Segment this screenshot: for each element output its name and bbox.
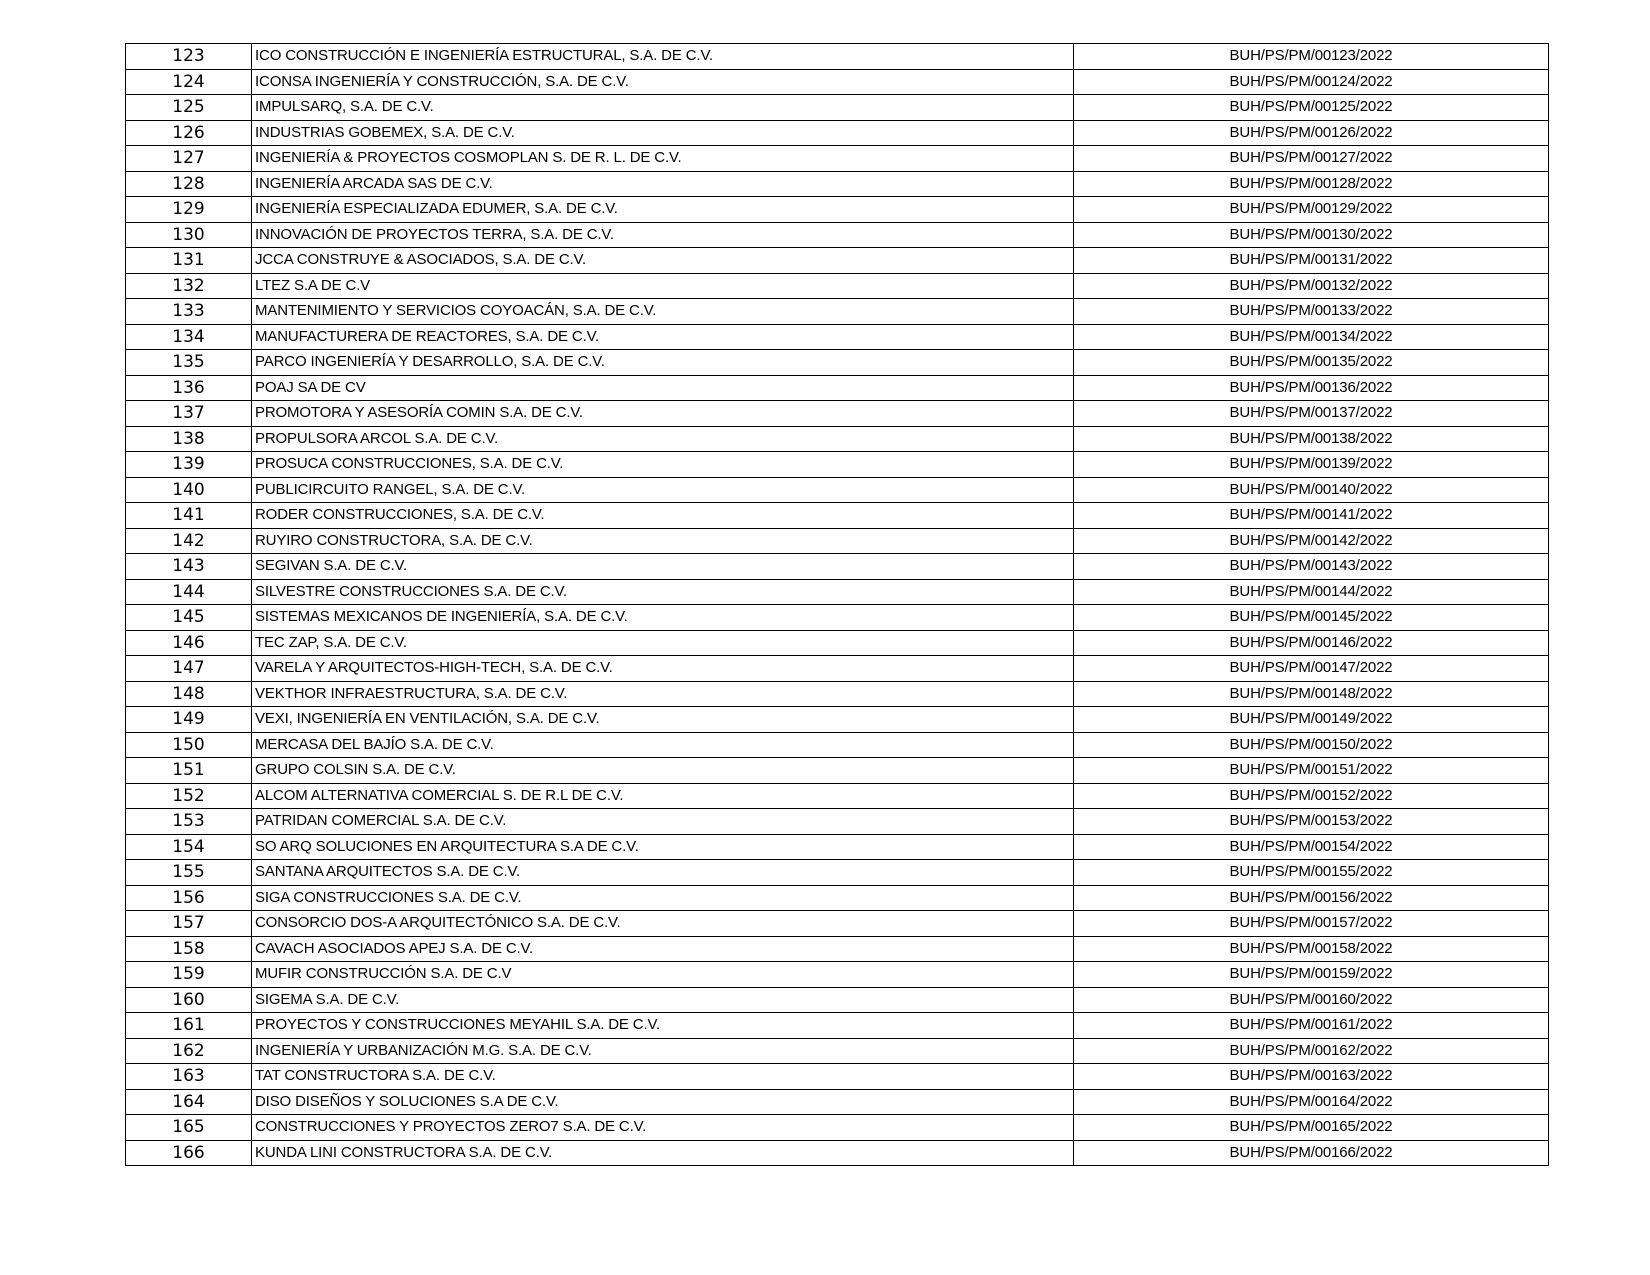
company-name-cell: SILVESTRE CONSTRUCCIONES S.A. DE C.V. bbox=[252, 579, 1074, 605]
registration-folio-cell: BUH/PS/PM/00132/2022 bbox=[1074, 273, 1549, 299]
registration-folio-cell: BUH/PS/PM/00144/2022 bbox=[1074, 579, 1549, 605]
company-name-cell: MANTENIMIENTO Y SERVICIOS COYOACÁN, S.A. DE C.V. bbox=[252, 299, 1074, 325]
registry-table bbox=[125, 43, 1549, 1166]
table-row bbox=[126, 809, 1549, 835]
row-number-cell: 154 bbox=[126, 834, 252, 860]
registration-folio-cell: BUH/PS/PM/00130/2022 bbox=[1074, 222, 1549, 248]
table-row bbox=[126, 324, 1549, 350]
row-number-cell: 162 bbox=[126, 1038, 252, 1064]
registration-folio-cell: BUH/PS/PM/00166/2022 bbox=[1074, 1140, 1549, 1166]
registration-folio-cell: BUH/PS/PM/00148/2022 bbox=[1074, 681, 1549, 707]
company-name-cell: MUFIR CONSTRUCCIÓN S.A. DE C.V bbox=[252, 962, 1074, 988]
company-name-cell: PATRIDAN COMERCIAL S.A. DE C.V. bbox=[252, 809, 1074, 835]
registration-folio-cell: BUH/PS/PM/00149/2022 bbox=[1074, 707, 1549, 733]
table-row bbox=[126, 656, 1549, 682]
table-row bbox=[126, 69, 1549, 95]
registration-folio-cell: BUH/PS/PM/00153/2022 bbox=[1074, 809, 1549, 835]
row-number-cell: 155 bbox=[126, 860, 252, 886]
registration-folio-cell: BUH/PS/PM/00155/2022 bbox=[1074, 860, 1549, 886]
row-number-cell: 125 bbox=[126, 95, 252, 121]
table-row bbox=[126, 222, 1549, 248]
company-name-cell: INDUSTRIAS GOBEMEX, S.A. DE C.V. bbox=[252, 120, 1074, 146]
table-row bbox=[126, 987, 1549, 1013]
registration-folio-cell: BUH/PS/PM/00138/2022 bbox=[1074, 426, 1549, 452]
row-number-cell: 131 bbox=[126, 248, 252, 274]
company-name-cell: ALCOM ALTERNATIVA COMERCIAL S. DE R.L DE C.V. bbox=[252, 783, 1074, 809]
registration-folio-cell: BUH/PS/PM/00142/2022 bbox=[1074, 528, 1549, 554]
table-row bbox=[126, 860, 1549, 886]
table-row bbox=[126, 503, 1549, 529]
company-name-cell: PROPULSORA ARCOL S.A. DE C.V. bbox=[252, 426, 1074, 452]
table-row bbox=[126, 120, 1549, 146]
registration-folio-cell: BUH/PS/PM/00135/2022 bbox=[1074, 350, 1549, 376]
registration-folio-cell: BUH/PS/PM/00159/2022 bbox=[1074, 962, 1549, 988]
table-row bbox=[126, 707, 1549, 733]
company-name-cell: SANTANA ARQUITECTOS S.A. DE C.V. bbox=[252, 860, 1074, 886]
row-number-cell: 163 bbox=[126, 1064, 252, 1090]
registration-folio-cell: BUH/PS/PM/00139/2022 bbox=[1074, 452, 1549, 478]
registration-folio-cell: BUH/PS/PM/00133/2022 bbox=[1074, 299, 1549, 325]
row-number-cell: 133 bbox=[126, 299, 252, 325]
row-number-cell: 141 bbox=[126, 503, 252, 529]
registry-table-container bbox=[125, 43, 1548, 1166]
table-row bbox=[126, 783, 1549, 809]
row-number-cell: 139 bbox=[126, 452, 252, 478]
row-number-cell: 150 bbox=[126, 732, 252, 758]
table-row bbox=[126, 401, 1549, 427]
row-number-cell: 129 bbox=[126, 197, 252, 223]
registration-folio-cell: BUH/PS/PM/00160/2022 bbox=[1074, 987, 1549, 1013]
company-name-cell: LTEZ S.A DE C.V bbox=[252, 273, 1074, 299]
registration-folio-cell: BUH/PS/PM/00162/2022 bbox=[1074, 1038, 1549, 1064]
registration-folio-cell: BUH/PS/PM/00161/2022 bbox=[1074, 1013, 1549, 1039]
company-name-cell: INNOVACIÓN DE PROYECTOS TERRA, S.A. DE C.V. bbox=[252, 222, 1074, 248]
row-number-cell: 165 bbox=[126, 1115, 252, 1141]
company-name-cell: MERCASA DEL BAJÍO S.A. DE C.V. bbox=[252, 732, 1074, 758]
row-number-cell: 136 bbox=[126, 375, 252, 401]
table-row bbox=[126, 528, 1549, 554]
table-row bbox=[126, 299, 1549, 325]
registration-folio-cell: BUH/PS/PM/00141/2022 bbox=[1074, 503, 1549, 529]
table-row bbox=[126, 146, 1549, 172]
registration-folio-cell: BUH/PS/PM/00143/2022 bbox=[1074, 554, 1549, 580]
table-row bbox=[126, 1064, 1549, 1090]
registration-folio-cell: BUH/PS/PM/00145/2022 bbox=[1074, 605, 1549, 631]
row-number-cell: 148 bbox=[126, 681, 252, 707]
company-name-cell: INGENIERÍA ESPECIALIZADA EDUMER, S.A. DE C.V. bbox=[252, 197, 1074, 223]
registration-folio-cell: BUH/PS/PM/00126/2022 bbox=[1074, 120, 1549, 146]
row-number-cell: 147 bbox=[126, 656, 252, 682]
row-number-cell: 123 bbox=[126, 44, 252, 70]
table-row bbox=[126, 1115, 1549, 1141]
row-number-cell: 145 bbox=[126, 605, 252, 631]
table-row bbox=[126, 95, 1549, 121]
registration-folio-cell: BUH/PS/PM/00165/2022 bbox=[1074, 1115, 1549, 1141]
company-name-cell: CONSORCIO DOS-A ARQUITECTÓNICO S.A. DE C.V. bbox=[252, 911, 1074, 937]
registration-folio-cell: BUH/PS/PM/00146/2022 bbox=[1074, 630, 1549, 656]
row-number-cell: 132 bbox=[126, 273, 252, 299]
table-row bbox=[126, 248, 1549, 274]
row-number-cell: 134 bbox=[126, 324, 252, 350]
registration-folio-cell: BUH/PS/PM/00152/2022 bbox=[1074, 783, 1549, 809]
company-name-cell: SIGA CONSTRUCCIONES S.A. DE C.V. bbox=[252, 885, 1074, 911]
table-row bbox=[126, 273, 1549, 299]
table-row bbox=[126, 375, 1549, 401]
company-name-cell: JCCA CONSTRUYE & ASOCIADOS, S.A. DE C.V. bbox=[252, 248, 1074, 274]
company-name-cell: RODER CONSTRUCCIONES, S.A. DE C.V. bbox=[252, 503, 1074, 529]
registry-table-body bbox=[126, 44, 1549, 1166]
table-row bbox=[126, 834, 1549, 860]
company-name-cell: VEXI, INGENIERÍA EN VENTILACIÓN, S.A. DE C.V. bbox=[252, 707, 1074, 733]
row-number-cell: 151 bbox=[126, 758, 252, 784]
row-number-cell: 160 bbox=[126, 987, 252, 1013]
registration-folio-cell: BUH/PS/PM/00127/2022 bbox=[1074, 146, 1549, 172]
registration-folio-cell: BUH/PS/PM/00124/2022 bbox=[1074, 69, 1549, 95]
registration-folio-cell: BUH/PS/PM/00157/2022 bbox=[1074, 911, 1549, 937]
registration-folio-cell: BUH/PS/PM/00134/2022 bbox=[1074, 324, 1549, 350]
registration-folio-cell: BUH/PS/PM/00125/2022 bbox=[1074, 95, 1549, 121]
registration-folio-cell: BUH/PS/PM/00140/2022 bbox=[1074, 477, 1549, 503]
company-name-cell: MANUFACTURERA DE REACTORES, S.A. DE C.V. bbox=[252, 324, 1074, 350]
company-name-cell: TEC ZAP, S.A. DE C.V. bbox=[252, 630, 1074, 656]
company-name-cell: RUYIRO CONSTRUCTORA, S.A. DE C.V. bbox=[252, 528, 1074, 554]
table-row bbox=[126, 732, 1549, 758]
registration-folio-cell: BUH/PS/PM/00136/2022 bbox=[1074, 375, 1549, 401]
table-row bbox=[126, 911, 1549, 937]
table-row bbox=[126, 1089, 1549, 1115]
row-number-cell: 158 bbox=[126, 936, 252, 962]
row-number-cell: 149 bbox=[126, 707, 252, 733]
company-name-cell: INGENIERÍA & PROYECTOS COSMOPLAN S. DE R. L. DE C.V. bbox=[252, 146, 1074, 172]
row-number-cell: 164 bbox=[126, 1089, 252, 1115]
registration-folio-cell: BUH/PS/PM/00137/2022 bbox=[1074, 401, 1549, 427]
row-number-cell: 143 bbox=[126, 554, 252, 580]
company-name-cell: CAVACH ASOCIADOS APEJ S.A. DE C.V. bbox=[252, 936, 1074, 962]
row-number-cell: 138 bbox=[126, 426, 252, 452]
company-name-cell: INGENIERÍA Y URBANIZACIÓN M.G. S.A. DE C.V. bbox=[252, 1038, 1074, 1064]
row-number-cell: 126 bbox=[126, 120, 252, 146]
table-row bbox=[126, 579, 1549, 605]
row-number-cell: 135 bbox=[126, 350, 252, 376]
table-row bbox=[126, 681, 1549, 707]
company-name-cell: GRUPO COLSIN S.A. DE C.V. bbox=[252, 758, 1074, 784]
row-number-cell: 128 bbox=[126, 171, 252, 197]
company-name-cell: ICONSA INGENIERÍA Y CONSTRUCCIÓN, S.A. DE C.V. bbox=[252, 69, 1074, 95]
registration-folio-cell: BUH/PS/PM/00131/2022 bbox=[1074, 248, 1549, 274]
company-name-cell: POAJ SA DE CV bbox=[252, 375, 1074, 401]
company-name-cell: SEGIVAN S.A. DE C.V. bbox=[252, 554, 1074, 580]
company-name-cell: SIGEMA S.A. DE C.V. bbox=[252, 987, 1074, 1013]
table-row bbox=[126, 1038, 1549, 1064]
registration-folio-cell: BUH/PS/PM/00123/2022 bbox=[1074, 44, 1549, 70]
row-number-cell: 157 bbox=[126, 911, 252, 937]
row-number-cell: 152 bbox=[126, 783, 252, 809]
table-row bbox=[126, 477, 1549, 503]
registration-folio-cell: BUH/PS/PM/00150/2022 bbox=[1074, 732, 1549, 758]
table-row bbox=[126, 962, 1549, 988]
row-number-cell: 130 bbox=[126, 222, 252, 248]
row-number-cell: 156 bbox=[126, 885, 252, 911]
company-name-cell: DISO DISEÑOS Y SOLUCIONES S.A DE C.V. bbox=[252, 1089, 1074, 1115]
row-number-cell: 146 bbox=[126, 630, 252, 656]
company-name-cell: SISTEMAS MEXICANOS DE INGENIERÍA, S.A. DE C.V. bbox=[252, 605, 1074, 631]
registration-folio-cell: BUH/PS/PM/00147/2022 bbox=[1074, 656, 1549, 682]
registration-folio-cell: BUH/PS/PM/00156/2022 bbox=[1074, 885, 1549, 911]
table-row bbox=[126, 936, 1549, 962]
registration-folio-cell: BUH/PS/PM/00164/2022 bbox=[1074, 1089, 1549, 1115]
table-row bbox=[126, 426, 1549, 452]
company-name-cell: KUNDA LINI CONSTRUCTORA S.A. DE C.V. bbox=[252, 1140, 1074, 1166]
company-name-cell: PROSUCA CONSTRUCCIONES, S.A. DE C.V. bbox=[252, 452, 1074, 478]
registration-folio-cell: BUH/PS/PM/00128/2022 bbox=[1074, 171, 1549, 197]
registration-folio-cell: BUH/PS/PM/00154/2022 bbox=[1074, 834, 1549, 860]
company-name-cell: PROYECTOS Y CONSTRUCCIONES MEYAHIL S.A. DE C.V. bbox=[252, 1013, 1074, 1039]
row-number-cell: 142 bbox=[126, 528, 252, 554]
row-number-cell: 144 bbox=[126, 579, 252, 605]
table-row bbox=[126, 554, 1549, 580]
company-name-cell: IMPULSARQ, S.A. DE C.V. bbox=[252, 95, 1074, 121]
table-row bbox=[126, 1013, 1549, 1039]
company-name-cell: VEKTHOR INFRAESTRUCTURA, S.A. DE C.V. bbox=[252, 681, 1074, 707]
company-name-cell: INGENIERÍA ARCADA SAS DE C.V. bbox=[252, 171, 1074, 197]
table-row bbox=[126, 197, 1549, 223]
table-row bbox=[126, 44, 1549, 70]
company-name-cell: PROMOTORA Y ASESORÍA COMIN S.A. DE C.V. bbox=[252, 401, 1074, 427]
table-row bbox=[126, 452, 1549, 478]
company-name-cell: VARELA Y ARQUITECTOS-HIGH-TECH, S.A. DE C.V. bbox=[252, 656, 1074, 682]
company-name-cell: SO ARQ SOLUCIONES EN ARQUITECTURA S.A DE C.V. bbox=[252, 834, 1074, 860]
table-row bbox=[126, 885, 1549, 911]
company-name-cell: ICO CONSTRUCCIÓN E INGENIERÍA ESTRUCTURAL, S.A. DE C.V. bbox=[252, 44, 1074, 70]
row-number-cell: 140 bbox=[126, 477, 252, 503]
registration-folio-cell: BUH/PS/PM/00163/2022 bbox=[1074, 1064, 1549, 1090]
registration-folio-cell: BUH/PS/PM/00129/2022 bbox=[1074, 197, 1549, 223]
registration-folio-cell: BUH/PS/PM/00151/2022 bbox=[1074, 758, 1549, 784]
row-number-cell: 161 bbox=[126, 1013, 252, 1039]
company-name-cell: PARCO INGENIERÍA Y DESARROLLO, S.A. DE C.V. bbox=[252, 350, 1074, 376]
table-row bbox=[126, 758, 1549, 784]
table-row bbox=[126, 171, 1549, 197]
row-number-cell: 124 bbox=[126, 69, 252, 95]
row-number-cell: 137 bbox=[126, 401, 252, 427]
table-row bbox=[126, 1140, 1549, 1166]
table-row bbox=[126, 350, 1549, 376]
table-row bbox=[126, 605, 1549, 631]
row-number-cell: 159 bbox=[126, 962, 252, 988]
row-number-cell: 153 bbox=[126, 809, 252, 835]
company-name-cell: TAT CONSTRUCTORA S.A. DE C.V. bbox=[252, 1064, 1074, 1090]
row-number-cell: 166 bbox=[126, 1140, 252, 1166]
company-name-cell: CONSTRUCCIONES Y PROYECTOS ZERO7 S.A. DE C.V. bbox=[252, 1115, 1074, 1141]
company-name-cell: PUBLICIRCUITO RANGEL, S.A. DE C.V. bbox=[252, 477, 1074, 503]
table-row bbox=[126, 630, 1549, 656]
row-number-cell: 127 bbox=[126, 146, 252, 172]
registration-folio-cell: BUH/PS/PM/00158/2022 bbox=[1074, 936, 1549, 962]
